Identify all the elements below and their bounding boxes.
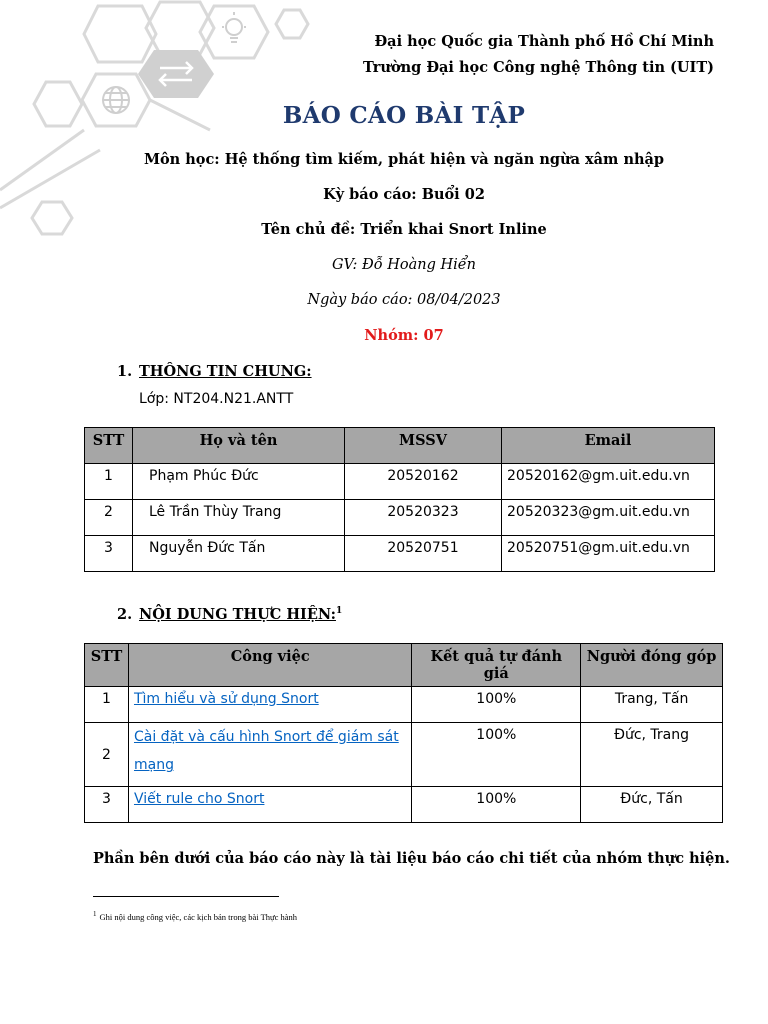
task-link[interactable]: Cài đặt và cấu hình Snort để giám sát mạng (133, 729, 399, 773)
cell-mssv: 20520162 (345, 464, 502, 500)
period-line: Kỳ báo cáo: Buổi 02 (323, 186, 485, 203)
cell-result: 100% (412, 787, 581, 823)
report-title: BÁO CÁO BÀI TẬP (282, 102, 526, 129)
table-row (85, 500, 715, 536)
footnote-text: Ghi nội dung công việc, các kịch bản trong bài Thực hành (99, 911, 298, 922)
footnote-reference[interactable]: 1 (335, 606, 343, 617)
table-row (85, 787, 723, 823)
cell-task (128, 687, 411, 723)
cell-name: Nguyễn Đức Tấn (133, 536, 345, 572)
cell-stt: 1 (85, 464, 133, 500)
cell-name: Phạm Phúc Đức (133, 464, 345, 500)
members-table (84, 427, 715, 572)
tasks-table (84, 643, 723, 823)
section-1-heading (117, 363, 312, 380)
tasks-table-header (85, 644, 723, 687)
cell-contributors: Đức, Trang (581, 723, 723, 787)
cell-result: 100% (412, 723, 581, 787)
university-name: Đại học Quốc gia Thành phố Hồ Chí Minh (374, 33, 714, 50)
cell-email: 20520751@gm.uit.edu.vn (502, 536, 715, 572)
date-line: Ngày báo cáo: 08/04/2023 (307, 292, 501, 308)
cell-result: 100% (412, 687, 581, 723)
cell-email: 20520323@gm.uit.edu.vn (502, 500, 715, 536)
section-2-title: NỘI DUNG THỰC HIỆN: (139, 606, 336, 623)
section-2-number: 2. (117, 606, 133, 623)
cell-contributors: Trang, Tấn (581, 687, 723, 723)
header-stt: STT (85, 428, 133, 464)
header-mssv: MSSV (345, 428, 502, 464)
table-row (85, 687, 723, 723)
teacher-line: GV: Đỗ Hoàng Hiển (331, 257, 477, 273)
cell-stt: 2 (85, 500, 133, 536)
cell-contributors: Đức, Tấn (581, 787, 723, 823)
section-2-heading (117, 606, 342, 623)
topic-line: Tên chủ đề: Triển khai Snort Inline (261, 221, 547, 238)
cell-stt: 3 (85, 787, 129, 823)
lightbulb-icon (222, 12, 246, 42)
cell-task (128, 723, 411, 787)
header-contributors: Người đóng góp (581, 644, 723, 687)
cell-stt: 3 (85, 536, 133, 572)
footnote-separator (93, 896, 279, 897)
header-name: Họ và tên (133, 428, 345, 464)
header-stt: STT (85, 644, 129, 687)
school-name: Trường Đại học Công nghệ Thông tin (UIT) (363, 59, 714, 76)
cell-email: 20520162@gm.uit.edu.vn (502, 464, 715, 500)
subject-line: Môn học: Hệ thống tìm kiếm, phát hiện và ngăn ngừa xâm nhập (143, 151, 665, 168)
members-table-header (85, 428, 715, 464)
footnote (93, 910, 297, 922)
arrows-exchange-icon (138, 50, 214, 98)
table-row (85, 464, 715, 500)
cell-mssv: 20520751 (345, 536, 502, 572)
cell-stt: 2 (85, 723, 129, 787)
section-1-number: 1. (117, 363, 133, 380)
section-1-title: THÔNG TIN CHUNG: (139, 363, 312, 380)
cell-task (128, 787, 411, 823)
footnote-mark: 1 (93, 910, 97, 918)
table-row (85, 723, 723, 787)
group-line: Nhóm: 07 (364, 327, 444, 344)
class-label: Lớp: NT204.N21.ANTT (139, 391, 294, 407)
cell-mssv: 20520323 (345, 500, 502, 536)
header-task: Công việc (128, 644, 411, 687)
table-row (85, 536, 715, 572)
task-link[interactable]: Viết rule cho Snort (133, 791, 265, 807)
task-link[interactable]: Tìm hiểu và sử dụng Snort (133, 691, 319, 707)
cell-name: Lê Trần Thùy Trang (133, 500, 345, 536)
closing-statement: Phần bên dưới của báo cáo này là tài liệu báo cáo chi tiết của nhóm thực hiện. (93, 850, 730, 867)
cell-stt: 1 (85, 687, 129, 723)
header-result: Kết quả tự đánh giá (412, 644, 581, 687)
header-email: Email (502, 428, 715, 464)
